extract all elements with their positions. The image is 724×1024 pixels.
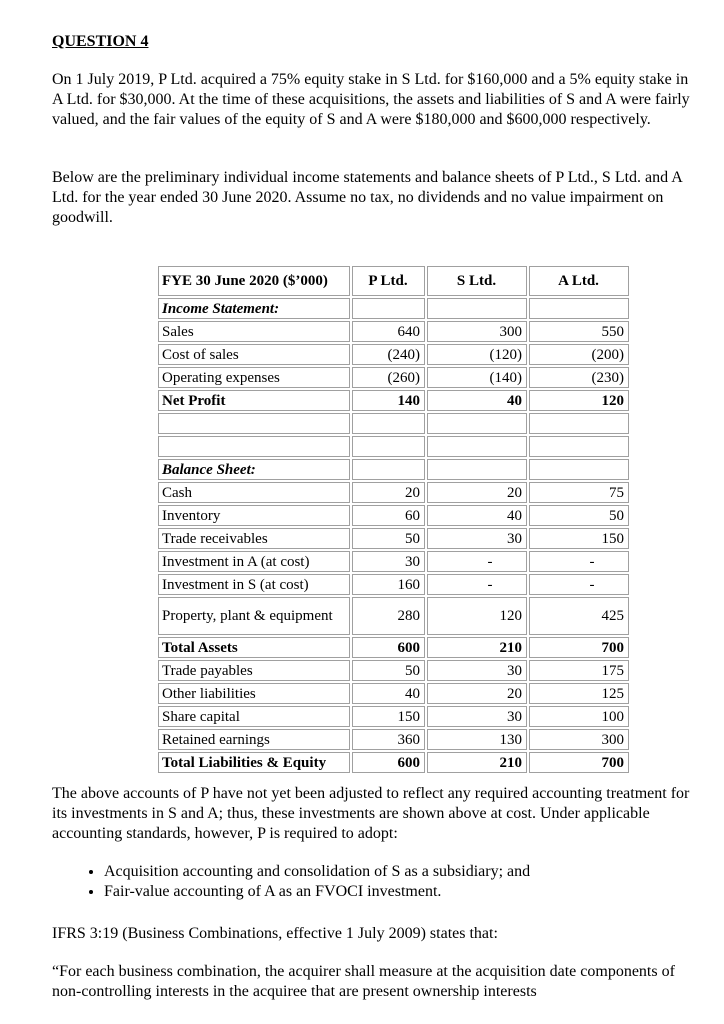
balance-sheet-section-row — [158, 459, 629, 480]
table-row: Investment in A (at cost) 30 - - — [158, 551, 629, 572]
net-profit-row: Net Profit 140 40 120 — [158, 390, 629, 411]
spacer-row — [158, 436, 629, 457]
table-row: Sales 640 300 550 — [158, 321, 629, 342]
table-row: Investment in S (at cost) 160 - - — [158, 574, 629, 595]
table-row: Trade receivables 50 30 150 — [158, 528, 629, 549]
income-statement-section-row — [158, 298, 629, 319]
required-treatments-list — [52, 862, 704, 902]
table-row: Share capital 150 30 100 — [158, 706, 629, 727]
instructions-paragraph: Below are the preliminary individual income statements and balance sheets of P Ltd., S Ltd. and A Ltd. for the year ended 30 June 2020. Assume no tax, no dividends and no value impairment on goodwill. — [52, 169, 682, 226]
after-table-paragraph: The above accounts of P have not yet been adjusted to reflect any required accounting treatment for its investments in S and A; thus, these investments are shown above at cost. Under applicable accounting standards, however, P is required to adopt: — [52, 785, 690, 842]
question-title: QUESTION 4 — [52, 33, 149, 50]
table-row: Cost of sales (240) (120) (200) — [158, 344, 629, 365]
header-s-ltd: S Ltd. — [427, 266, 527, 296]
intro-paragraph: On 1 July 2019, P Ltd. acquired a 75% equity stake in S Ltd. for $160,000 and a 5% equity stake in A Ltd. for $30,000. At the time of these acquisitions, the assets and liabilities of S and A were fairly valued, and the fair values of the equity of S and A were $180,000 and $600,000 respectively. — [52, 71, 690, 128]
ifrs-reference: IFRS 3:19 (Business Combinations, effective 1 July 2009) states that: — [52, 925, 498, 942]
ifrs-quote: “For each business combination, the acquirer shall measure at the acquisition date components of non-controlling interests in the acquiree that are present ownership interests — [52, 963, 675, 1000]
header-period: FYE 30 June 2020 ($’000) — [158, 266, 350, 296]
table-row: Other liabilities 40 20 125 — [158, 683, 629, 704]
total-liabilities-equity-row: Total Liabilities & Equity 600 210 700 — [158, 752, 629, 773]
header-p-ltd: P Ltd. — [352, 266, 425, 296]
list-item: • Fair-value accounting of A as an FVOCI investment. — [104, 882, 704, 902]
balance-sheet-label: Balance Sheet: — [158, 459, 350, 480]
table-row: Operating expenses (260) (140) (230) — [158, 367, 629, 388]
table-row: Cash 20 20 75 — [158, 482, 629, 503]
table-header-row — [158, 266, 629, 296]
total-assets-row: Total Assets 600 210 700 — [158, 637, 629, 658]
spacer-row — [158, 413, 629, 434]
list-item: • Acquisition accounting and consolidation of S as a subsidiary; and — [104, 862, 704, 882]
header-a-ltd: A Ltd. — [529, 266, 629, 296]
income-statement-label: Income Statement: — [158, 298, 350, 319]
financial-statements-table — [156, 264, 631, 775]
table-row: Retained earnings 360 130 300 — [158, 729, 629, 750]
table-row: Property, plant & equipment 280 120 425 — [158, 597, 629, 635]
table-row: Inventory 60 40 50 — [158, 505, 629, 526]
table-row: Trade payables 50 30 175 — [158, 660, 629, 681]
